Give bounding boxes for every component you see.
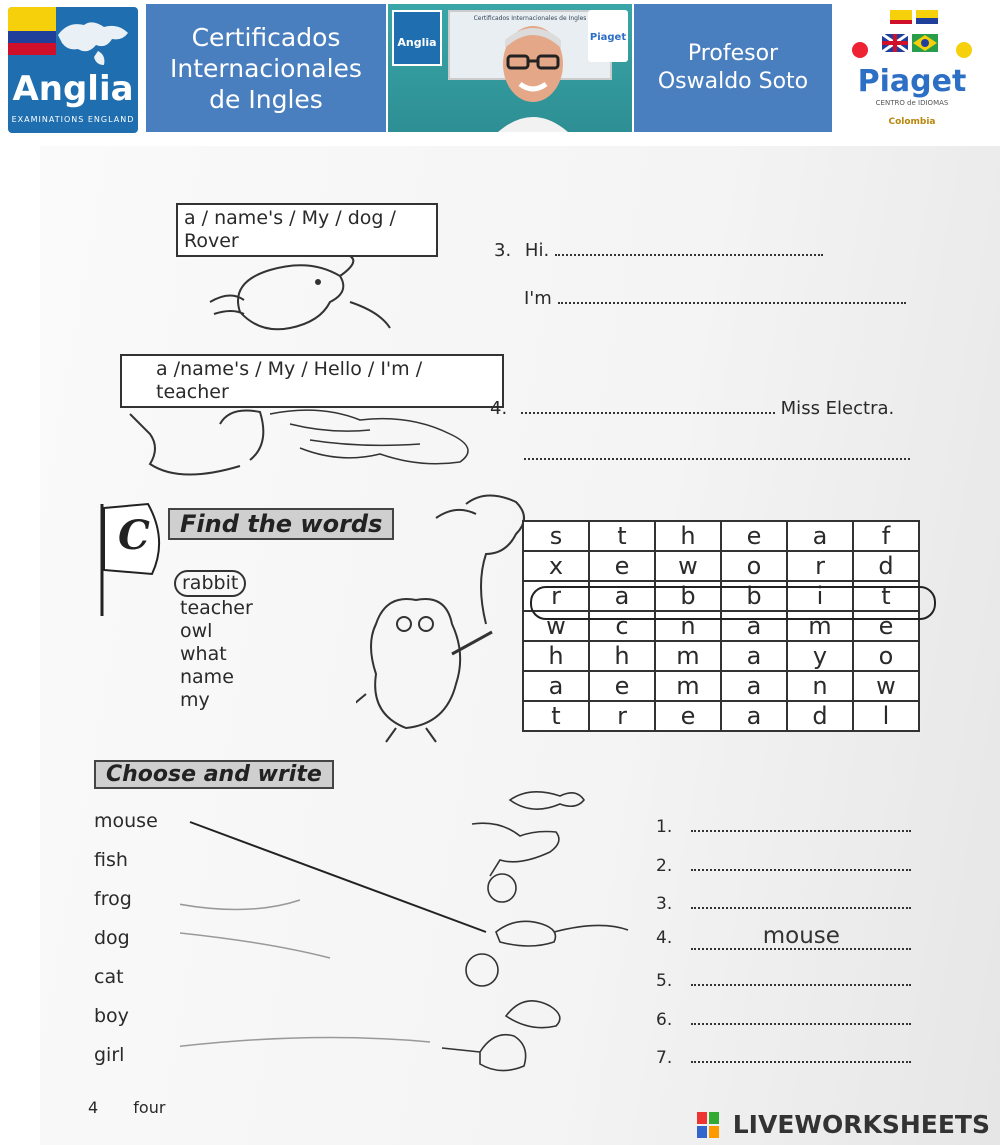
grid-cell[interactable]: n [787,671,853,701]
liveworksheets-logo-icon [697,1112,719,1138]
grid-cell[interactable]: h [523,641,589,671]
answer-list [656,812,911,1082]
find-words-list [180,570,253,712]
choose-words-list [94,810,158,1083]
choose-word-item: fish [94,849,128,871]
page-number [88,1098,165,1117]
grid-cell[interactable]: b [721,581,787,611]
grid-cell[interactable]: o [853,641,919,671]
question-3-im-line [524,284,906,309]
header-title-line: Internacionales [170,53,362,83]
word-prompt-dog [176,203,438,257]
grid-cell[interactable]: w [523,611,589,641]
question-4 [490,394,894,419]
section-c-title: Find the words [168,508,394,540]
word-search-grid [522,520,920,732]
photo-piaget-label: Piaget [589,32,627,43]
answer-input-4a[interactable] [521,394,775,414]
choose-word-item: girl [94,1044,125,1066]
grid-row [523,701,919,731]
grid-cell[interactable]: h [589,641,655,671]
photo-anglia-label: Anglia [397,36,437,49]
answer-row [656,1043,911,1082]
owl-and-dog-drawing [356,484,546,744]
page-number-digit: 4 [88,1098,99,1117]
choose-word-item: frog [94,888,132,910]
question-3-hi: Hi. [524,240,550,261]
photo-screen-text: Certificados Internacionales de Ingles [473,15,587,22]
professor-photo [388,4,632,132]
matching-lines-and-animals [180,780,640,1080]
piaget-logo-name: Piaget [857,64,967,99]
answer-input-4[interactable]: mouse [691,930,911,950]
grid-row [523,641,919,671]
grid-cell[interactable]: e [721,521,787,551]
question-3-number: 3. [494,240,512,261]
answer-number: 2. [656,855,673,876]
grid-cell[interactable]: o [721,551,787,581]
grid-cell[interactable]: w [853,671,919,701]
answer-number: 1. [656,817,673,837]
grid-cell[interactable]: m [655,671,721,701]
answer-row [656,812,911,851]
anglia-logo-subtitle: EXAMINATIONS ENGLAND [11,115,135,124]
grid-cell[interactable]: s [523,521,589,551]
prompt-line: Rover [184,230,239,252]
word-list-item: rabbit [174,570,246,597]
word-list-item: name [180,666,234,688]
choose-word-item: dog [94,927,130,949]
answer-row [656,889,911,928]
answer-input-7[interactable] [691,1043,911,1063]
header-title [146,4,386,132]
answer-input-6[interactable] [691,1005,911,1025]
grid-cell[interactable]: a [721,701,787,731]
answer-input-2[interactable] [691,851,911,871]
answer-input-3a[interactable] [555,236,823,256]
grid-row [523,671,919,701]
world-map-icon [48,15,134,69]
answer-number: 6. [656,1009,673,1030]
grid-cell[interactable]: a [523,671,589,701]
answer-row [656,851,911,890]
answer-input-3b[interactable] [558,284,906,304]
answer-row [656,922,911,967]
liveworksheets-brand: LIVEWORKSHEETS [732,1110,990,1139]
page-number-word: four [133,1098,166,1117]
prompt-line: a / name's / My / dog / [184,207,396,229]
header-title-line: de Ingles [209,84,323,114]
prompt-line: teacher [156,381,229,403]
grid-cell[interactable]: c [589,611,655,641]
grid-cell[interactable]: a [721,641,787,671]
piaget-logo [838,6,986,132]
grid-cell[interactable]: t [523,701,589,731]
grid-cell[interactable]: a [787,521,853,551]
grid-cell[interactable]: e [655,701,721,731]
answer-input-5[interactable] [691,966,911,986]
section-d-title: Choose and write [94,760,334,789]
grid-cell[interactable]: e [589,551,655,581]
grid-cell[interactable]: r [787,551,853,581]
word-list-item: what [180,643,227,665]
grid-cell[interactable]: a [589,581,655,611]
professor-label-line: Oswaldo Soto [657,69,809,94]
grid-row [523,521,919,551]
grid-cell[interactable]: f [853,521,919,551]
choose-word-item: cat [94,966,124,988]
anglia-logo [8,7,138,133]
grid-cell[interactable]: r [589,701,655,731]
answer-number: 3. [656,894,673,914]
word-list-item: teacher [180,597,253,619]
piaget-logo-subtitle: CENTRO de IDIOMAS [875,99,949,107]
answer-number: 7. [656,1048,673,1068]
professor-face-icon [488,18,578,132]
choose-word-item: boy [94,1005,129,1027]
anglia-logo-name: Anglia [12,69,134,109]
flags-icon [846,6,978,66]
question-4-line-2 [524,440,910,464]
prompt-line: a /name's / My / Hello / I'm / [156,358,423,380]
grid-cell[interactable]: n [655,611,721,641]
answer-input-4b[interactable] [524,440,910,460]
choose-word-item: mouse [94,810,158,832]
grid-cell[interactable]: i [787,581,853,611]
word-prompt-teacher [120,354,504,408]
professor-label [634,4,832,132]
grid-cell[interactable]: l [853,701,919,731]
word-list-item: my [180,689,210,711]
teacher-drawing [120,404,490,496]
grid-cell[interactable]: r [523,581,589,611]
grid-row [523,551,919,581]
grid-cell[interactable]: d [853,551,919,581]
answer-number: 5. [656,971,673,991]
grid-cell[interactable]: w [655,551,721,581]
grid-cell[interactable]: b [655,581,721,611]
dog-drawing [200,252,396,348]
grid-cell[interactable]: a [721,671,787,701]
grid-cell[interactable]: h [655,521,721,551]
grid-cell[interactable]: d [787,701,853,731]
answer-input-1[interactable] [691,812,911,832]
answer-row [656,966,911,1005]
header-title-line: Certificados [191,22,341,52]
question-4-suffix: Miss Electra. [780,398,895,419]
word-list-item: owl [180,620,213,642]
grid-cell[interactable]: e [589,671,655,701]
grid-cell[interactable]: y [787,641,853,671]
grid-cell[interactable]: m [655,641,721,671]
answer-number: 4. [656,927,673,948]
grid-cell[interactable]: m [787,611,853,641]
grid-cell[interactable]: e [853,611,919,641]
section-c-letter: C [118,512,150,559]
grid-cell[interactable]: t [853,581,919,611]
question-4-number: 4. [490,398,508,419]
grid-cell[interactable]: t [589,521,655,551]
question-3 [494,236,823,261]
grid-cell[interactable]: x [523,551,589,581]
piaget-logo-country: Colombia [888,117,936,127]
answer-row [656,1005,911,1044]
answer-input-3[interactable] [691,889,911,909]
professor-label-line: Profesor [687,41,779,66]
rabbit-highlight-oval [530,586,936,620]
grid-cell[interactable]: a [721,611,787,641]
question-3-im: I'm [524,288,552,309]
match-line-mouse [190,822,486,932]
